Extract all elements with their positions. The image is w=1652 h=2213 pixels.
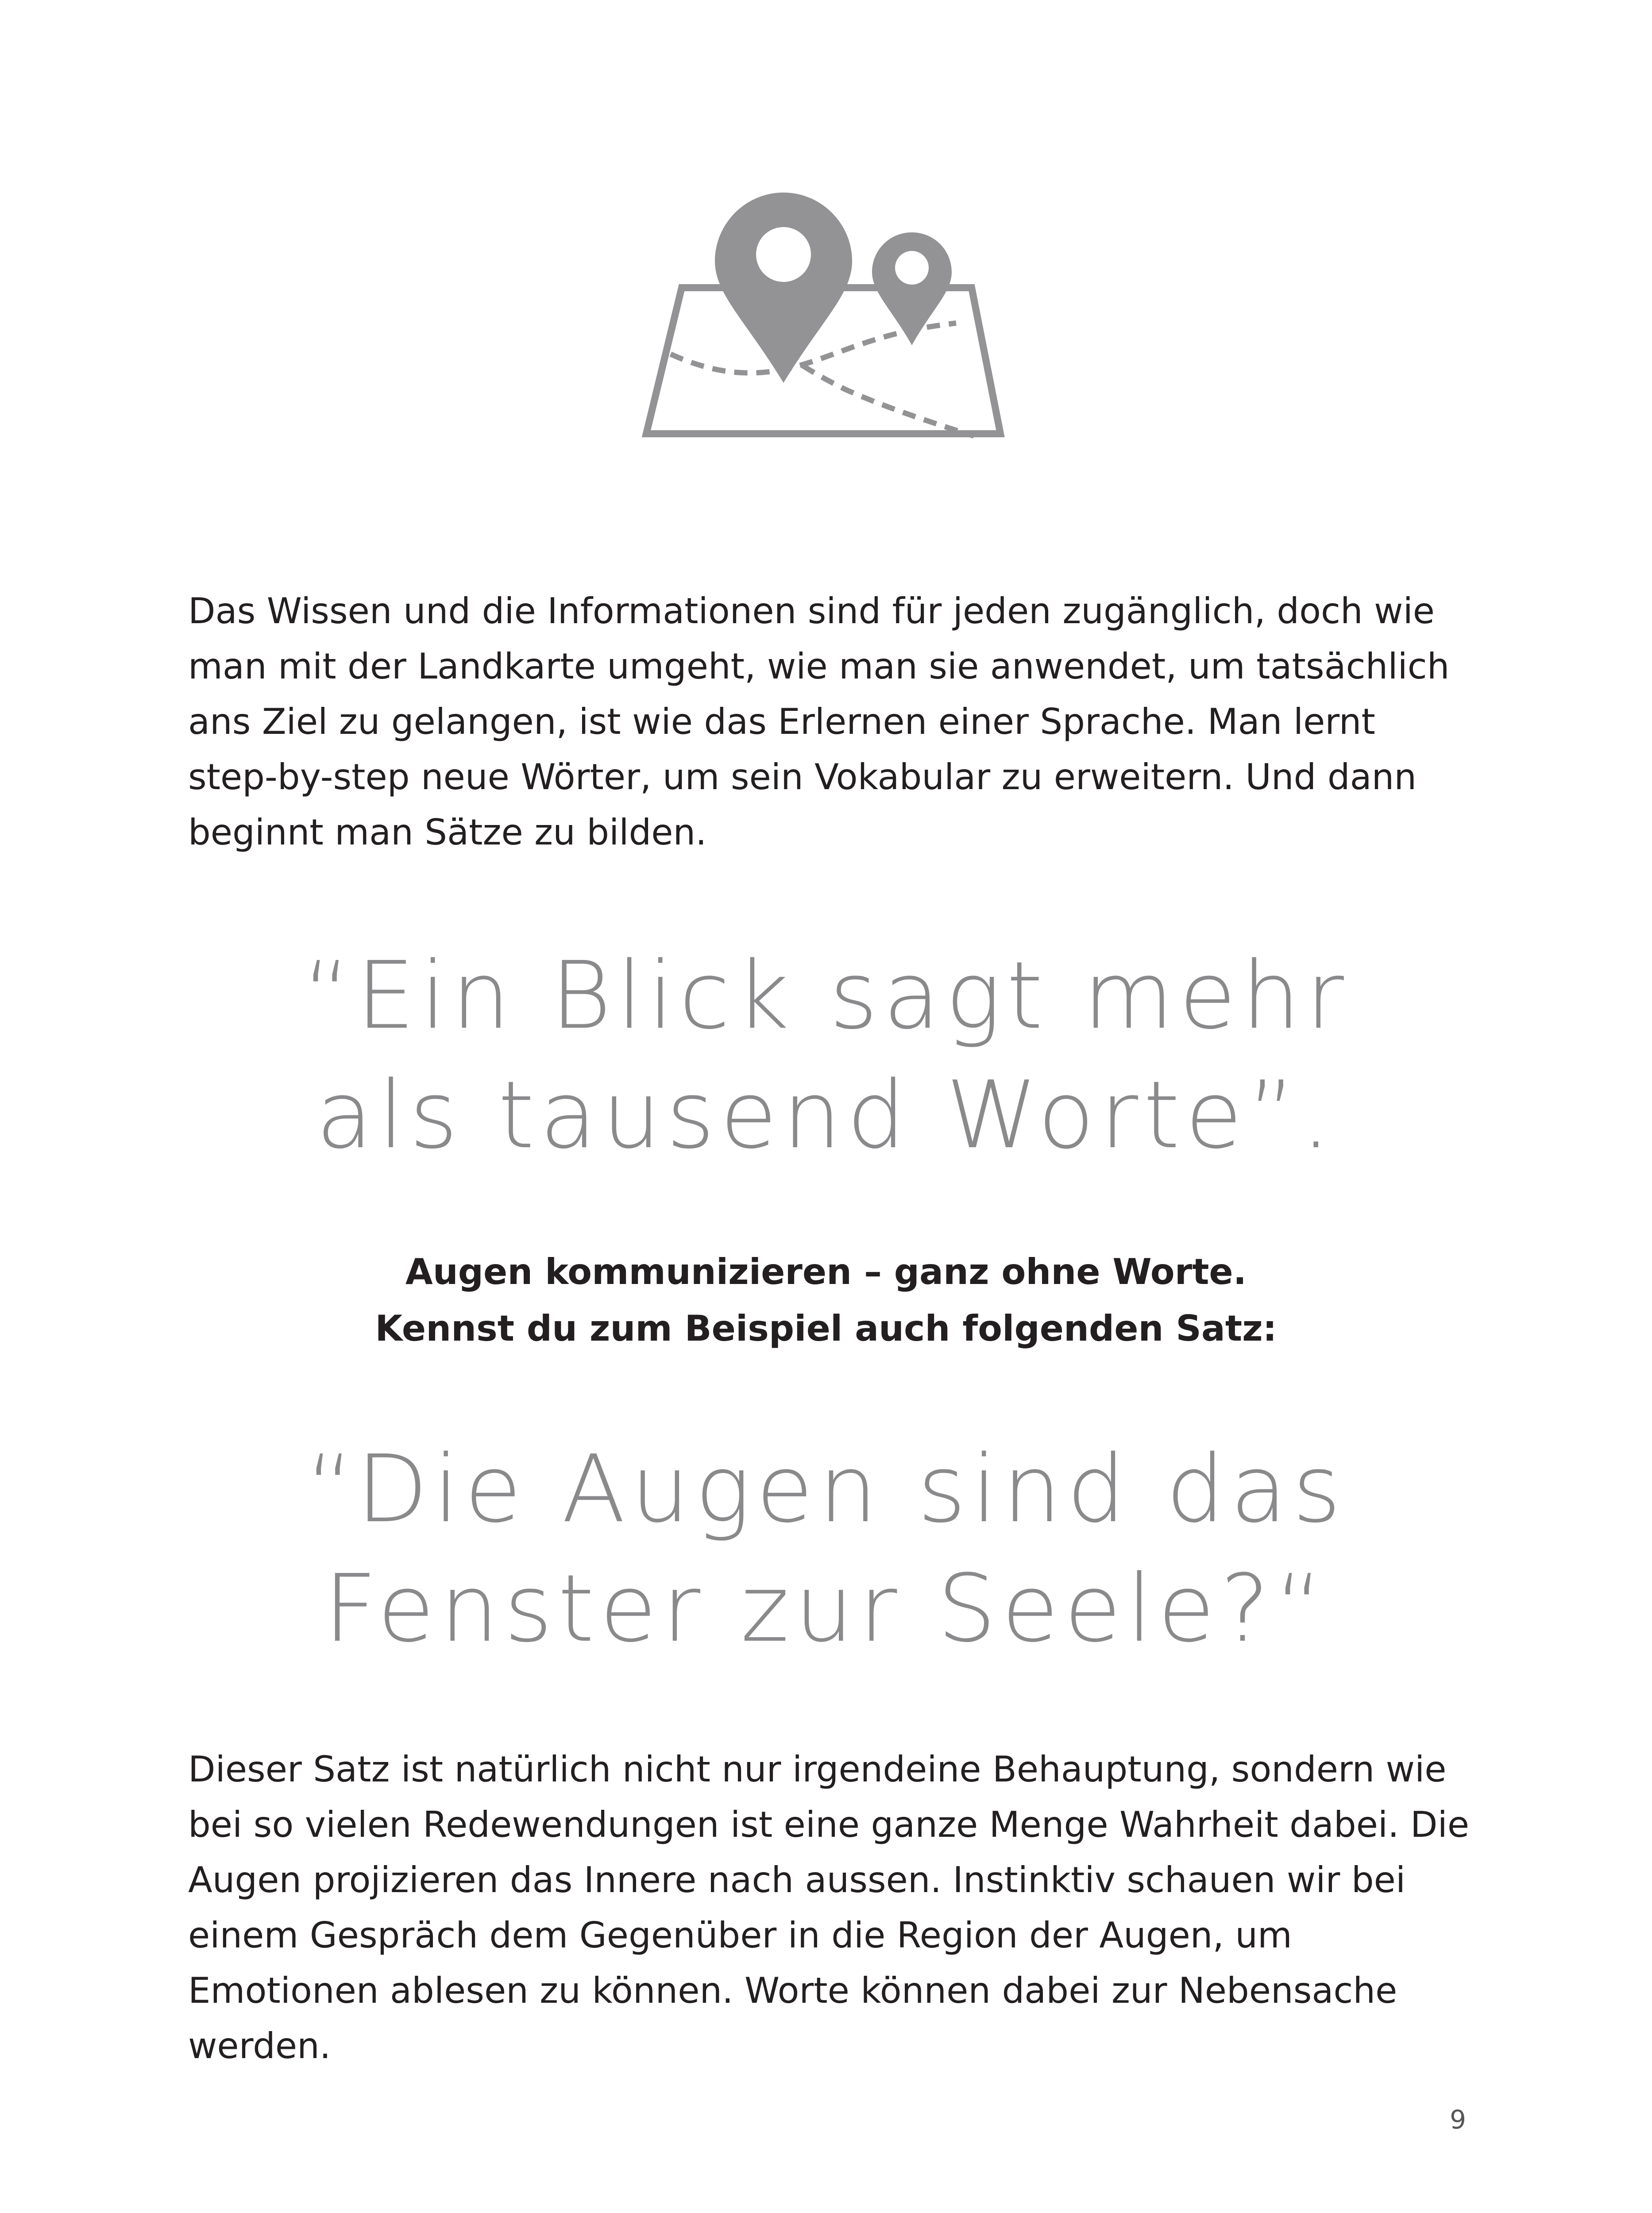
quote-augen-line-1: “Die Augen sind das (305, 1435, 1347, 1543)
quote-augen (0, 1430, 1652, 1669)
intro-paragraph: Das Wissen und die Informationen sind für jeden zugänglich, doch wie man mit der Landkarte umgeht, wie man sie anwendet, um tatsächlich ans Ziel zu gelangen, ist wie das Erlernen einer Sprache. Man lernt step-by-step neue Wörter, um sein Vokabular zu erweitern. Und dann beginnt man Sätze zu bilden. (188, 590, 1450, 853)
closing-paragraph: Dieser Satz ist natürlich nicht nur irgendeine Behauptung, sondern wie bei so vielen Redewendungen ist eine ganze Menge Wahrheit dabei. Die Augen projizieren das Innere nach aussen. Instinktiv schauen wir bei einem Gespräch dem Gegenüber in die Region der Augen, um Emotionen ablesen zu können. Worte können dabei zur Nebensache werden. (188, 1749, 1470, 2066)
quote-blick-line-2: als tausend Worte”. (316, 1061, 1336, 1169)
bold-statement-line-1: Augen kommunizieren – ganz ohne Worte. (405, 1251, 1247, 1292)
quote-augen-line-2: Fenster zur Seele?“ (324, 1554, 1328, 1663)
quote-blick (0, 936, 1652, 1175)
page-number: 9 (1450, 2105, 1466, 2135)
bold-statement-line-2: Kennst du zum Beispiel auch folgenden Satz: (375, 1308, 1277, 1349)
map-pins-icon (637, 181, 1018, 447)
bold-statement (0, 1244, 1652, 1357)
quote-blick-line-1: “Ein Blick sagt mehr (302, 941, 1350, 1050)
